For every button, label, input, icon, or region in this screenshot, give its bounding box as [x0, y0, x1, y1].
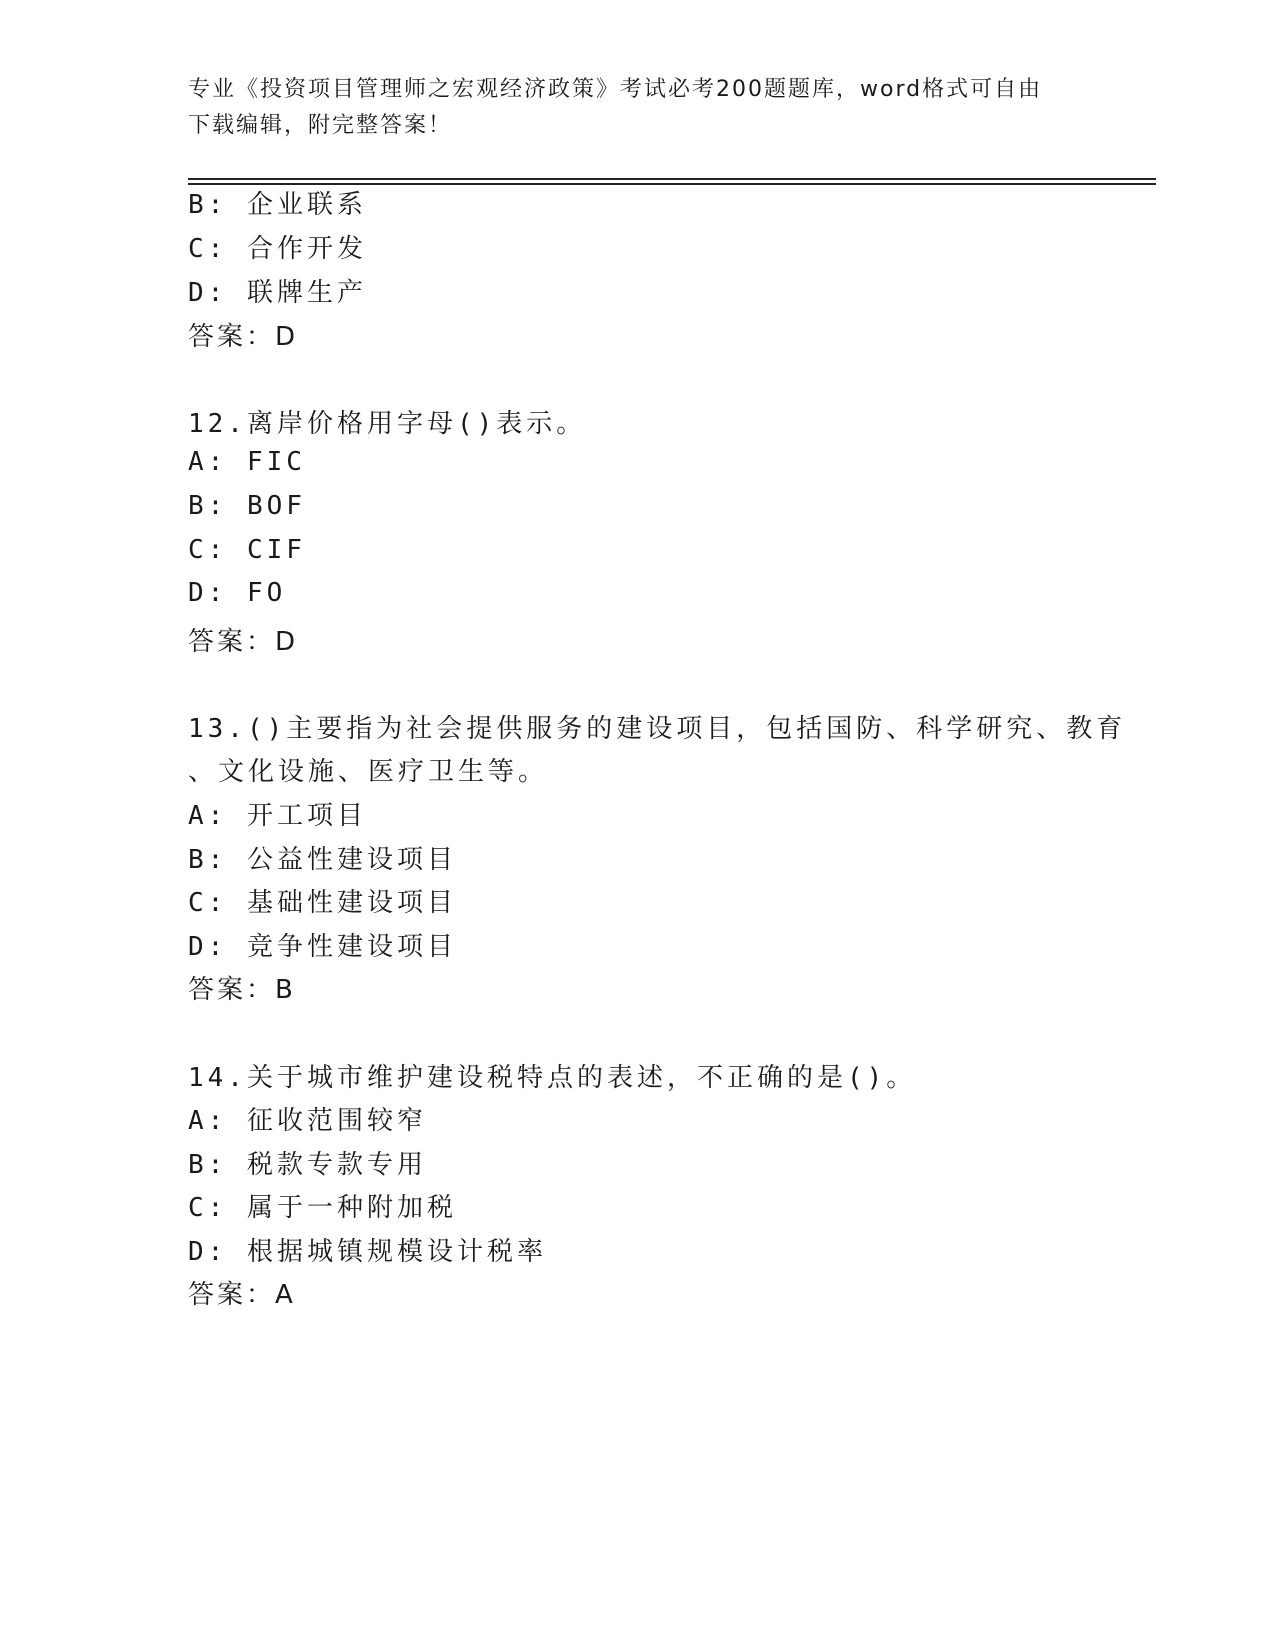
q14-option-c: C: 属于一种附加税 — [188, 1193, 457, 1223]
q11-option-d: D: 联牌生产 — [188, 278, 367, 308]
q14-question: 14.关于城市维护建设税特点的表述，不正确的是()。 — [188, 1063, 917, 1093]
q13-option-c: C: 基础性建设项目 — [188, 888, 457, 918]
header-line-1: 专业《投资项目管理师之宏观经济政策》考试必考200题题库，word格式可自由 — [188, 77, 1043, 102]
q13-answer: 答案：B — [188, 975, 296, 1005]
q14-answer: 答案：A — [188, 1280, 296, 1310]
document-header — [188, 72, 1088, 144]
q14-option-b: B: 税款专款专用 — [188, 1150, 427, 1180]
q13-option-a: A: 开工项目 — [188, 801, 367, 831]
q13-option-b: B: 公益性建设项目 — [188, 845, 457, 875]
q14-option-d: D: 根据城镇规模设计税率 — [188, 1237, 547, 1267]
q12-option-d: D: FO — [188, 578, 287, 608]
header-divider-top — [188, 178, 1156, 180]
q11-option-c: C: 合作开发 — [188, 234, 367, 264]
q12-option-a: A: FIC — [188, 447, 306, 477]
q11-answer: 答案：D — [188, 322, 299, 352]
q12-option-b: B: BOF — [188, 491, 306, 521]
q11-option-b: B: 企业联系 — [188, 190, 367, 220]
q13-option-d: D: 竞争性建设项目 — [188, 932, 457, 962]
q13-question-line-1: 13.()主要指为社会提供服务的建设项目，包括国防、科学研究、教育 — [188, 714, 1127, 744]
header-line-2: 下载编辑，附完整答案！ — [188, 113, 453, 138]
q12-question: 12.离岸价格用字母()表示。 — [188, 409, 587, 439]
q14-option-a: A: 征收范围较窄 — [188, 1106, 427, 1136]
q13-question-line-2: 、文化设施、医疗卫生等。 — [188, 757, 549, 787]
q12-answer: 答案：D — [188, 627, 299, 657]
q12-option-c: C: CIF — [188, 535, 306, 565]
